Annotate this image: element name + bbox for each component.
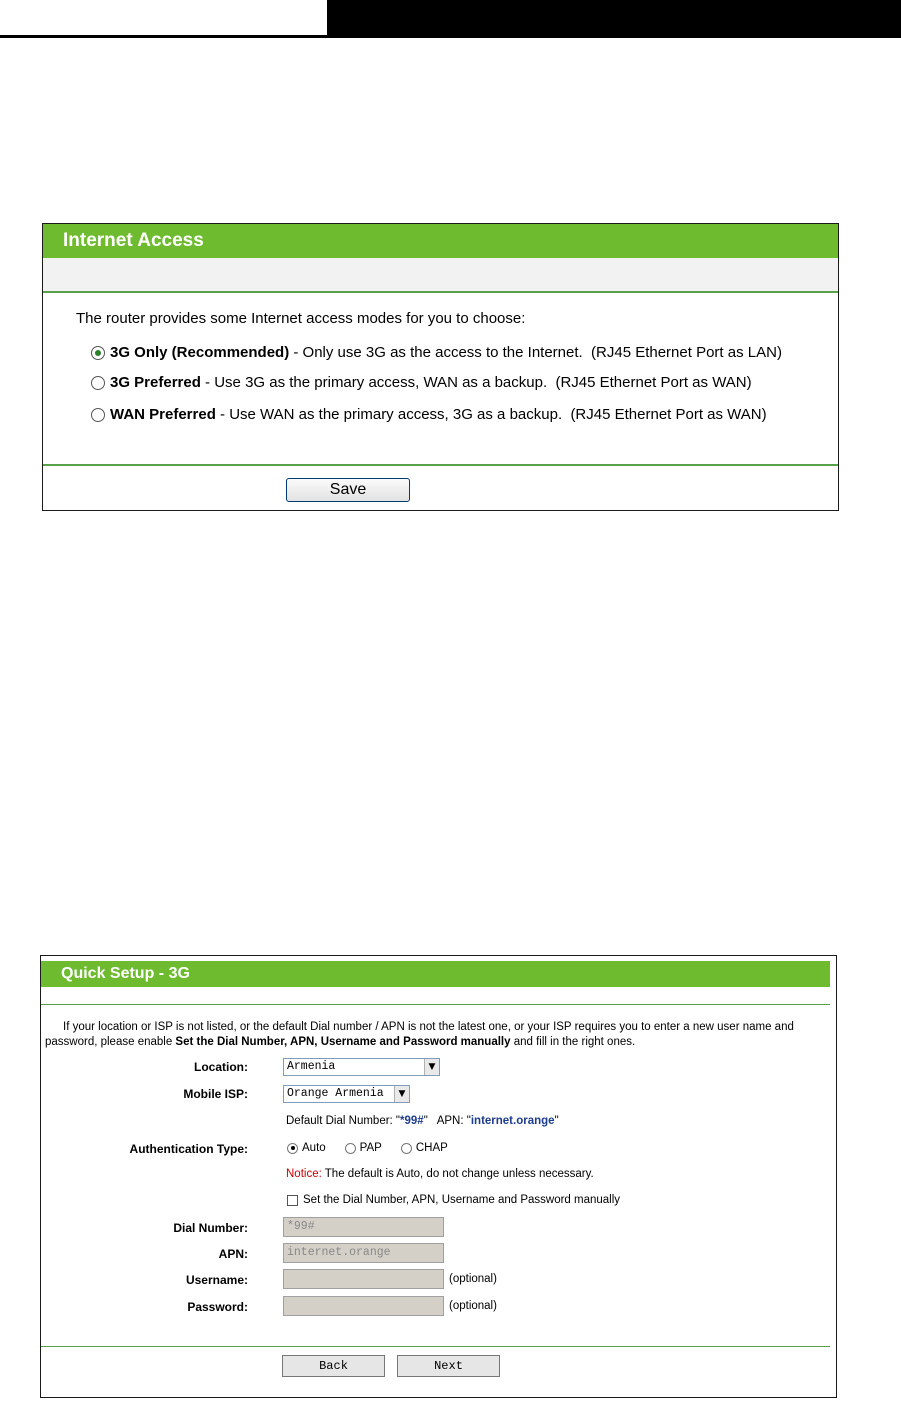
manual-setting-label: Set the Dial Number, APN, Username and Password manually <box>303 1194 621 1206</box>
password-field <box>283 1296 444 1316</box>
radio-3g-preferred[interactable] <box>91 376 105 390</box>
divider <box>41 1346 830 1347</box>
mode-desc: - Use WAN as the primary access, 3G as a backup. (RJ45 Ethernet Port as WAN) <box>215 406 767 423</box>
password-label: Password: <box>187 1300 248 1314</box>
auth-auto-label: Auto <box>302 1142 326 1154</box>
save-button[interactable]: Save <box>286 478 410 502</box>
location-select[interactable] <box>283 1058 440 1076</box>
username-label: Username: <box>185 1273 248 1287</box>
auth-type-label: Authentication Type: <box>129 1142 248 1156</box>
auth-chap-label: CHAP <box>415 1142 448 1154</box>
password-optional: (optional) <box>449 1300 497 1312</box>
next-button[interactable]: Next <box>397 1355 500 1377</box>
isp-value: Orange Armenia <box>287 1087 384 1100</box>
internet-access-body <box>43 293 838 466</box>
mode-option-3g-only[interactable] <box>91 344 782 361</box>
mobile-isp-label: Mobile ISP: <box>183 1087 248 1101</box>
default-dial-value: *99# <box>400 1115 424 1127</box>
auth-pap-label: PAP <box>359 1142 382 1154</box>
intro-text-2: and fill in the right ones. <box>510 1036 636 1048</box>
doc-header-left <box>0 0 327 38</box>
radio-3g-only[interactable] <box>91 346 105 360</box>
quick-setup-intro <box>45 1020 830 1050</box>
mode-desc: - Use 3G as the primary access, WAN as a backup. (RJ45 Ethernet Port as WAN) <box>200 374 752 391</box>
apn-field: internet.orange <box>283 1243 444 1263</box>
radio-auto[interactable] <box>287 1143 298 1154</box>
internet-access-subbar <box>43 258 838 293</box>
mode-desc: - Only use 3G as the access to the Internet. (RJ45 Ethernet Port as LAN) <box>289 344 782 361</box>
radio-chap[interactable] <box>401 1143 412 1154</box>
apn-label: APN: <box>218 1247 248 1261</box>
default-dial-prefix: Default Dial Number: " <box>286 1115 401 1127</box>
auth-option-auto[interactable] <box>287 1142 326 1154</box>
mode-option-3g-preferred[interactable] <box>91 374 752 391</box>
apn-suffix: " <box>554 1115 559 1127</box>
radio-wan-preferred[interactable] <box>91 408 105 422</box>
doc-header-bar <box>327 0 901 38</box>
dropdown-arrow-icon[interactable]: ▼ <box>394 1086 409 1102</box>
mode-name: 3G Only (Recommended) <box>110 344 290 361</box>
manual-setting-checkbox[interactable] <box>287 1194 620 1206</box>
back-button[interactable]: Back <box>282 1355 385 1377</box>
location-label: Location: <box>194 1060 248 1074</box>
internet-access-title: Internet Access <box>43 224 838 258</box>
notice-label: Notice: <box>286 1168 322 1180</box>
quick-setup-title: Quick Setup - 3G <box>41 961 830 987</box>
auth-option-chap[interactable] <box>401 1142 448 1154</box>
mode-name: WAN Preferred <box>110 406 216 423</box>
default-apn-value: internet.orange <box>470 1115 555 1127</box>
divider <box>41 1004 830 1005</box>
radio-pap[interactable] <box>345 1143 356 1154</box>
internet-access-panel <box>42 223 839 511</box>
apn-prefix: " APN: " <box>423 1115 471 1127</box>
username-field <box>283 1269 444 1289</box>
dial-number-label: Dial Number: <box>173 1221 248 1235</box>
intro-text-bold: Set the Dial Number, APN, Username and Password manually <box>175 1036 511 1048</box>
location-value: Armenia <box>287 1060 336 1073</box>
auth-type-group <box>287 1142 467 1154</box>
mode-name: 3G Preferred <box>110 374 201 391</box>
username-optional: (optional) <box>449 1273 497 1285</box>
mode-option-wan-preferred[interactable] <box>91 406 767 423</box>
intro-text-1: If your location or ISP is not listed, or the default Dial number / APN is not the latest one, or your ISP requires you to enter a new user name and password, please enable <box>45 1021 794 1048</box>
auth-option-pap[interactable] <box>345 1142 382 1154</box>
dial-number-field: *99# <box>283 1217 444 1237</box>
internet-access-footer <box>43 466 838 511</box>
default-dial-info <box>286 1115 559 1127</box>
notice-text: The default is Auto, do not change unless necessary. <box>321 1168 594 1180</box>
notice <box>286 1168 594 1180</box>
mobile-isp-select[interactable] <box>283 1085 410 1103</box>
dropdown-arrow-icon[interactable]: ▼ <box>424 1059 439 1075</box>
checkbox-icon[interactable] <box>287 1195 298 1206</box>
quick-setup-panel <box>40 955 837 1398</box>
internet-access-intro: The router provides some Internet access modes for you to choose: <box>76 310 526 327</box>
